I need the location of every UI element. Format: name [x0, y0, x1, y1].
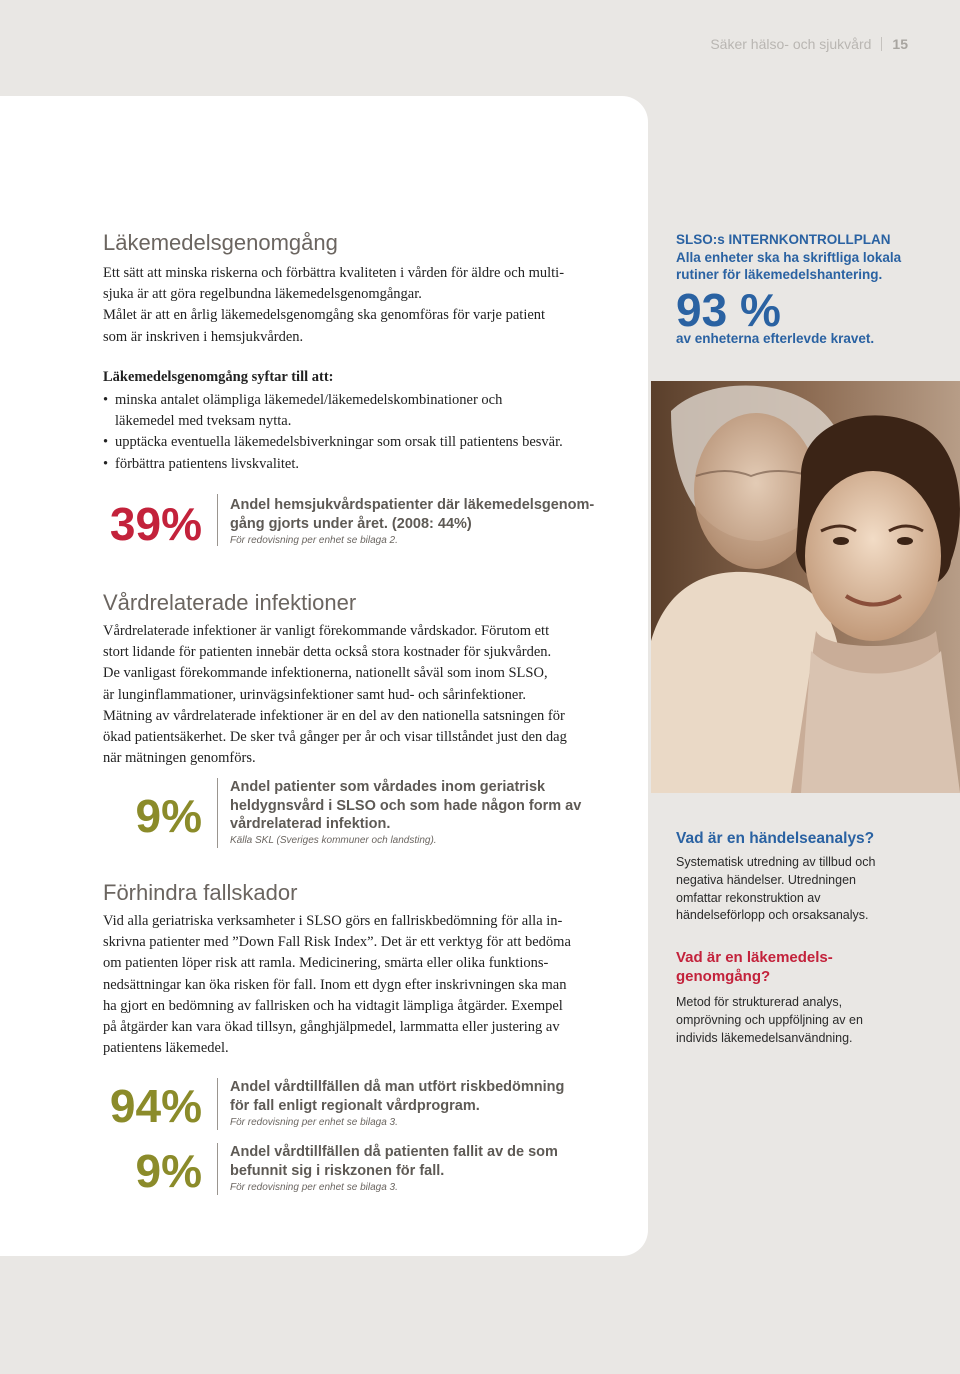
stat-source: Källa SKL (Sveriges kommuner och landsting).: [230, 835, 437, 846]
intro-line: sjuka är att göra regelbundna läkemedelsgenomgångar.: [103, 286, 422, 303]
answer-line: Systematisk utredning av tillbud och: [676, 855, 876, 869]
intro-line: som är inskriven i hemsjukvården.: [103, 328, 304, 345]
plan-text-line: Alla enheter ska ha skriftliga lokala: [676, 250, 902, 265]
answer-line: individs läkemedelsanvändning.: [676, 1030, 853, 1045]
paragraph-line: Mätning av vårdrelaterade infektioner är en del av den nationella satsningen för: [103, 707, 565, 724]
section-title: Säker hälso- och sjukvård: [710, 36, 872, 52]
stat-description-line: befunnit sig i riskzonen för fall.: [230, 1162, 445, 1179]
answer-line: negativa händelser. Utredningen: [676, 872, 856, 887]
list-item: [103, 390, 633, 432]
answer-line: händelseförlopp och orsaksanalys.: [676, 908, 869, 923]
infections-paragraph: [103, 621, 633, 769]
paragraph-line: nedsättningar kan öka risken för fall. Inom ett dygn efter inskrivningen ska man: [103, 976, 567, 993]
stat-divider: [217, 1078, 218, 1130]
list-item-text: minska antalet olämpliga läkemedel/läkemedelskombinationer och: [115, 392, 503, 408]
stat-description-line: Andel vårdtillfällen då patienten fallit av de som: [230, 1144, 558, 1160]
paragraph-line: patientens läkemedel.: [103, 1040, 229, 1057]
intro-paragraph: [103, 263, 633, 348]
answer-line: Metod för strukturerad analys,: [676, 995, 843, 1009]
stat-source: För redovisning per enhet se bilaga 2.: [230, 535, 398, 546]
question-line: genomgång?: [676, 967, 771, 985]
paragraph-line: ökad patientsäkerhet. De sker två gånger per år och visar tillståndet just den dag: [103, 729, 567, 746]
stat-description-line: gång gjorts under året. (2008: 44%): [230, 515, 472, 532]
stat-description: [230, 1143, 558, 1180]
stat-description-line: Andel hemsjukvårdspatienter där läkemedelsgenom-: [230, 497, 595, 513]
stat-description: [230, 1078, 564, 1115]
stat-description-line: Andel patienter som vårdades inom geriatrisk: [230, 779, 546, 795]
stat-source: För redovisning per enhet se bilaga 3.: [230, 1182, 398, 1193]
stat-divider: [217, 494, 218, 546]
list-item-text: förbättra patientens livskvalitet.: [115, 455, 300, 472]
goals-list: [103, 390, 633, 475]
portrait-illustration: [651, 381, 960, 793]
answer-line: omprövning och uppföljning av en: [676, 1012, 863, 1027]
answer-line: omfattar rekonstruktion av: [676, 890, 821, 905]
paragraph-line: Vid alla geriatriska verksamheter i SLSO görs en fallriskbedömning för alla in-: [103, 913, 563, 929]
paragraph-line: när mätningen genomförs.: [103, 750, 256, 767]
paragraph-line: De vanligast förekommande infektionerna, nationellt såväl som inom SLSO,: [103, 665, 548, 682]
plan-value: 93 %: [676, 284, 781, 336]
heading-vardrelaterade-infektioner: Vårdrelaterade infektioner: [103, 590, 357, 615]
stat-description: [230, 496, 594, 533]
plan-caption: av enheterna efterlevde kravet.: [676, 331, 875, 346]
portrait-photo: [651, 381, 960, 793]
question-line: Vad är en läkemedels-: [676, 949, 833, 966]
plan-text-line: rutiner för läkemedelshantering.: [676, 267, 883, 282]
list-item: [103, 454, 633, 475]
plan-text: [676, 249, 901, 283]
stat-description: [230, 778, 581, 834]
stat-description-line: vårdrelaterad infektion.: [230, 816, 391, 832]
paragraph-line: skrivna patienter med ”Down Fall Risk Index”. Det är ett verktyg för att bedöma: [103, 934, 571, 951]
stat-source: För redovisning per enhet se bilaga 3.: [230, 1117, 398, 1128]
stat-description-line: för fall enligt regionalt vårdprogram.: [230, 1097, 480, 1114]
stat-value-39: 39%: [109, 498, 202, 550]
question-lakemedelsgenomgang: [676, 949, 833, 986]
paragraph-line: ha gjort en bedömning av fallrisken och ha vidtagit lämpliga åtgärder. Exempel: [103, 997, 563, 1014]
list-item-text: läkemedel med tveksam nytta.: [115, 413, 292, 430]
stat-description-line: Andel vårdtillfällen då man utfört riskbedömning: [230, 1079, 565, 1095]
list-item-text: upptäcka eventuella läkemedelsbiverkningar som orsak till patientens besvär.: [115, 434, 563, 451]
list-item: [103, 432, 633, 453]
heading-lakemedelsgenomgang: Läkemedelsgenomgång: [103, 230, 338, 255]
intro-line: Målet är att en årlig läkemedelsgenomgång ska genomföras för varje patient: [103, 307, 546, 324]
stat-value-9-infection: 9%: [135, 790, 202, 842]
goals-heading: Läkemedelsgenomgång syftar till att:: [103, 369, 334, 385]
answer-lakemedelsgenomgang: [676, 994, 863, 1047]
heading-forhindra-fallskador: Förhindra fallskador: [103, 880, 298, 905]
answer-handelseanalys: [676, 854, 875, 925]
page-header: [710, 36, 908, 52]
stat-value-94: 94%: [109, 1080, 202, 1132]
page-number: 15: [892, 36, 908, 52]
stat-divider: [217, 778, 218, 848]
falls-paragraph: [103, 911, 633, 1059]
question-handelseanalys: Vad är en händelseanalys?: [676, 830, 875, 847]
paragraph-line: om patienten löper risk att ramla. Medicinering, smärta eller olika funktions-: [103, 955, 549, 972]
paragraph-line: på åtgärder kan vara ökad tillsyn, gånghjälpmedel, larmmatta eller justering av: [103, 1019, 560, 1036]
stat-value-9-falls: 9%: [135, 1145, 202, 1197]
stat-description-line: heldygnsvård i SLSO och som hade någon form av: [230, 797, 582, 814]
paragraph-line: stort lidande för patienten innebär detta också stora kostnader för sjukvården.: [103, 644, 552, 661]
intro-line: Ett sätt att minska riskerna och förbättra kvaliteten i vården för äldre och multi-: [103, 265, 565, 281]
header-divider: [881, 37, 882, 51]
paragraph-line: är lunginflammationer, urinvägsinfektioner samt hud- och sårinfektioner.: [103, 686, 527, 703]
paragraph-line: Vårdrelaterade infektioner är vanligt förekommande vårdskador. Förutom ett: [103, 623, 550, 639]
stat-divider: [217, 1143, 218, 1195]
plan-label: SLSO:s INTERNKONTROLLPLAN: [676, 232, 891, 247]
